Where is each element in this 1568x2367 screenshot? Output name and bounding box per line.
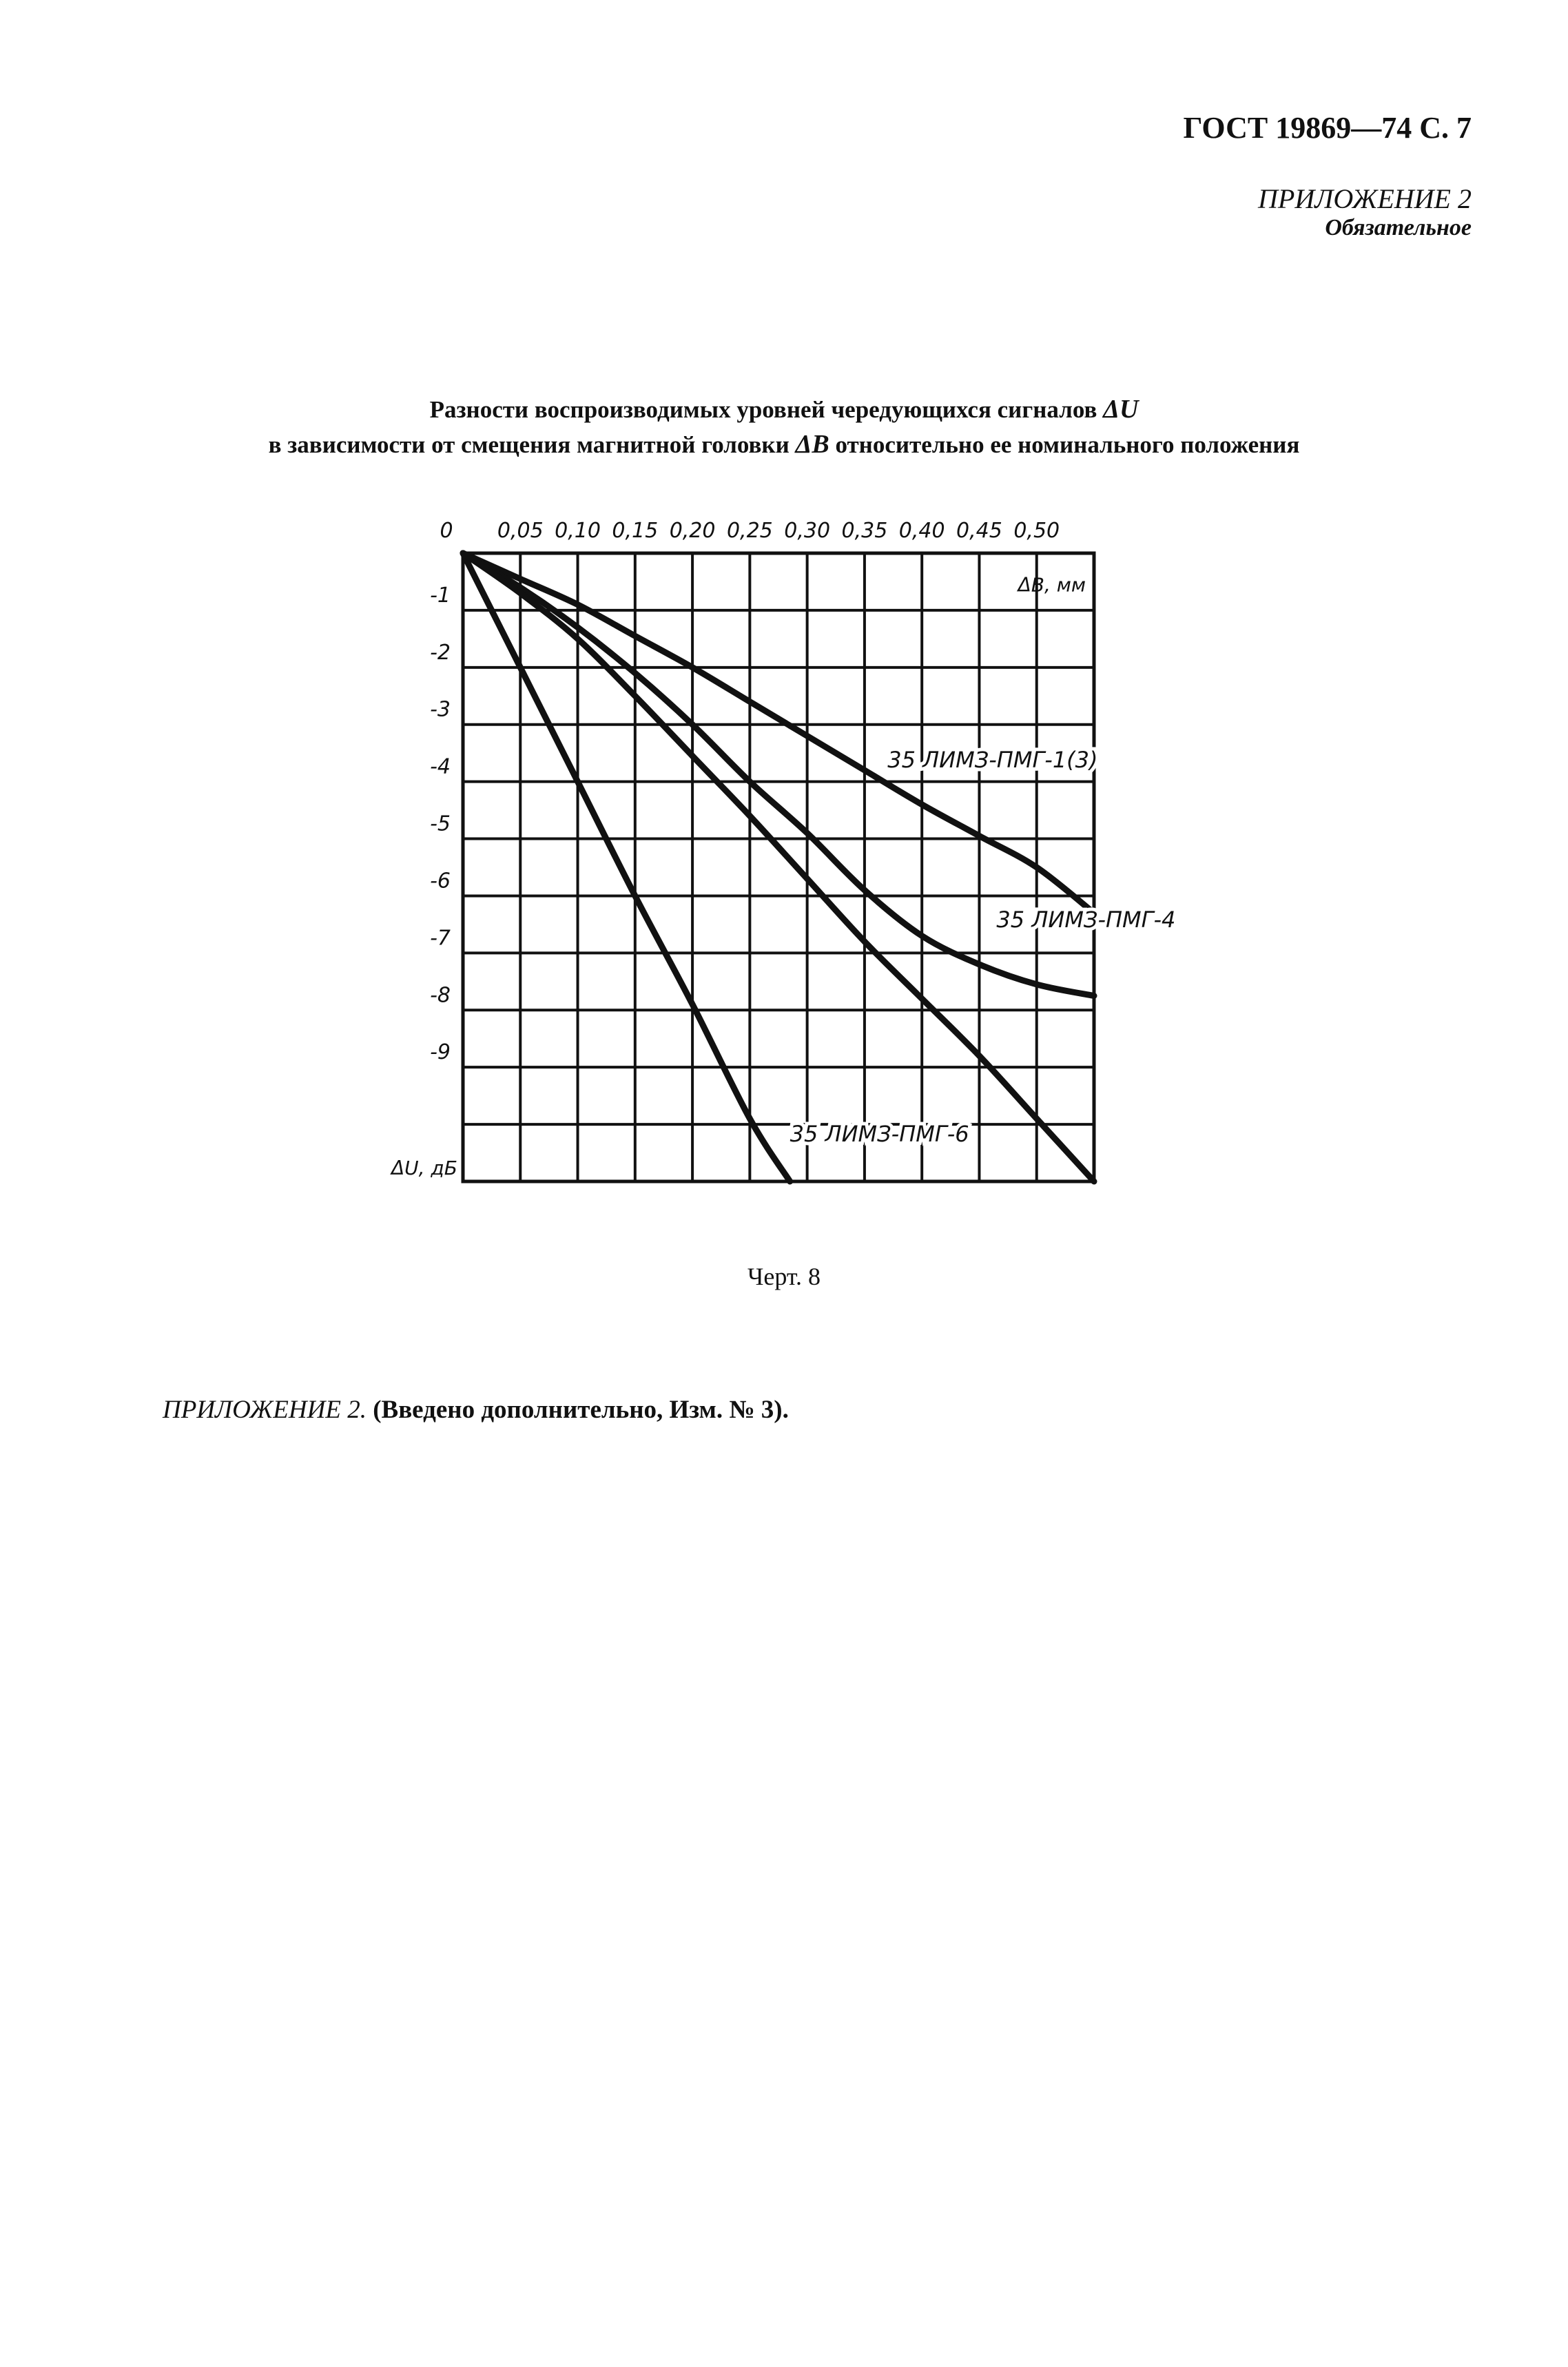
x-axis-label: ΔB, мм [1018,573,1086,597]
plot-frame [463,553,1094,1181]
x-tick-label: 0,20 [669,519,716,543]
footnote-note: (Введено дополнительно, Изм. № 3). [373,1396,789,1424]
delta-u-symbol: ΔU [1103,395,1139,424]
series-annotation-3: 35 ЛИМЗ-ПМГ-6 [790,1120,969,1147]
figure-title-text-2b: относительно ее номинального положения [835,431,1300,458]
y-tick-label: -4 [430,754,451,779]
series-line-3 [463,553,790,1181]
x-tick-label: 0,15 [612,519,659,543]
delta-b-symbol: ΔB [795,430,829,459]
annex-title: ПРИЛОЖЕНИЕ 2 [1258,183,1472,214]
x-tick-label: 0,35 [841,519,888,543]
y-tick-label: -5 [430,812,451,836]
chart-series [463,553,1094,1181]
y-tick-label: -7 [430,926,451,951]
y-tick-label: -1 [430,583,451,608]
series-annotation-1: 35 ЛИМЗ-ПМГ-1(3) [887,746,1098,773]
series-annotation-2: 35 ЛИМЗ-ПМГ-4 [996,907,1176,933]
chart-ticks [430,519,1060,1064]
y-tick-label: -3 [430,697,451,722]
x-tick-label: 0 [440,519,453,543]
y-tick-label: -9 [430,1040,451,1065]
x-tick-label: 0,05 [497,519,544,543]
x-tick-label: 0,10 [555,519,601,543]
series-line-4 [463,553,1094,1181]
footnote-annex-ref: ПРИЛОЖЕНИЕ 2. [163,1396,367,1424]
chart-labels [390,573,1175,1179]
series-line-1 [463,553,1094,913]
document-header: ГОСТ 19869—74 С. 7 [1183,111,1472,145]
figure-title-text-1: Разности воспроизводимых уровней чередующихся сигналов [429,396,1097,423]
figure-title-text-2a: в зависимости от смещения магнитной головки [268,431,790,458]
x-tick-label: 0,25 [726,519,773,543]
y-tick-label: -6 [430,869,451,893]
x-tick-label: 0,40 [898,519,945,543]
footnote [163,1395,789,1425]
x-tick-label: 0,45 [956,519,1002,543]
x-tick-label: 0,30 [784,519,831,543]
y-tick-label: -2 [430,640,451,665]
annex-status: Обязательное [1325,215,1472,240]
chart-grid [463,553,1094,1181]
y-axis-label: ΔU, дБ [391,1157,457,1179]
y-tick-label: -8 [430,983,451,1008]
figure-caption: Черт. 8 [747,1263,821,1290]
x-tick-label: 0,50 [1013,519,1060,543]
